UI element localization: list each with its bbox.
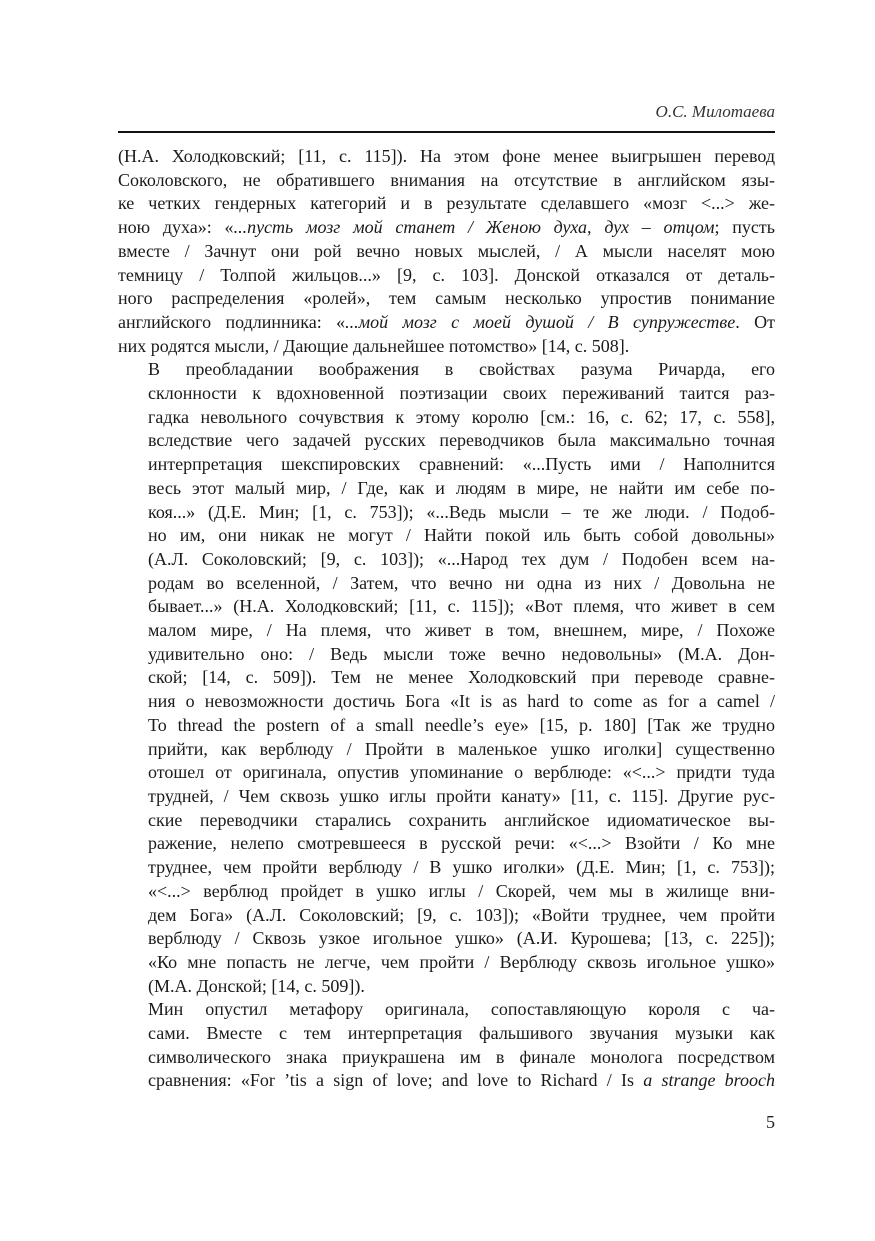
text-line: ною духа»: «...пусть мозг мой станет / Женою духа, дух – отцом; пусть	[118, 217, 775, 238]
text-line: ские переводчики старались сохранить английское идиоматическое вы-	[148, 809, 775, 830]
italic-quote: a strange brooch	[643, 1070, 775, 1091]
text-line: Мин опустил метафору оригинала, сопоставляющую короля с ча-	[148, 999, 775, 1020]
text-line: гадка невольного сочувствия к этому королю [см.: 16, с. 62; 17, с. 558],	[148, 406, 775, 427]
paragraph-3	[118, 998, 775, 1093]
text-line: склонности к вдохновенной поэтизации своих переживаний таится раз-	[148, 383, 775, 404]
text-line: малом мире, / На племя, что живет в том, внешнем, мире, / Похоже	[148, 620, 775, 641]
text-line: интерпретация шекспировских сравнений: «...Пусть ими / Наполнится	[148, 454, 775, 475]
text-line: труднее, чем пройти верблюду / В ушко иголки» (Д.Е. Мин; [1, с. 753]);	[148, 857, 775, 878]
text-line: To thread the postern of a small needle’s eye» [15, p. 180] [Так же трудно	[148, 714, 775, 735]
italic-quote: ...мой мозг с моей душой / В супружестве	[345, 311, 736, 332]
text-line: отошел от оригинала, опустив упоминание о верблюде: «<...> придти туда	[148, 762, 775, 783]
text-line: сами. Вместе с тем интерпретация фальшивого звучания музыки как	[148, 1023, 775, 1044]
text-line: (Н.А. Холодковский; [11, с. 115]). На этом фоне менее выигрышен перевод	[118, 146, 775, 166]
text-line: вследствие чего задачей русских переводчиков была максимально точная	[148, 430, 775, 451]
paragraph-1	[118, 145, 775, 358]
text-line: дем Бога» (А.Л. Соколовский; [9, с. 103]); «Войти труднее, чем пройти	[148, 904, 775, 925]
text-line: них родятся мысли, / Дающие дальнейшее потомство» [14, с. 508].	[118, 335, 630, 356]
text-line: Соколовского, не обратившего внимания на отсутствие в английском язы-	[118, 169, 775, 190]
page-number: 5	[766, 1112, 775, 1132]
text-line: прийти, как верблюду / Пройти в маленькое ушко иголки] существенно	[148, 738, 775, 759]
text-line: верблюду / Сквозь узкое игольное ушко» (А.И. Курошева; [13, с. 225]);	[148, 928, 775, 949]
text-line: символического знака приукрашена им в финале монолога посредством	[148, 1046, 775, 1067]
text-line: ке четких гендерных категорий и в результате сделавшего «мозг <...> же-	[118, 193, 775, 214]
text-line: но им, они никак не могут / Найти покой иль быть собой довольны»	[148, 525, 775, 546]
paragraph-2	[118, 358, 775, 998]
text-line: родам во вселенной, / Затем, что вечно ни одна из них / Довольна не	[148, 572, 775, 593]
text-line: вместе / Зачнут они рой вечно новых мыслей, / А мысли населят мою	[118, 240, 775, 261]
italic-quote: ...пусть мозг мой станет / Женою духа, дух – отцом	[233, 217, 715, 238]
text-line: темницу / Толпой жильцов...» [9, с. 103]. Донской отказался от деталь-	[118, 264, 775, 285]
text-line: (А.Л. Соколовский; [9, с. 103]); «...Народ тех дум / Подобен всем на-	[148, 548, 775, 569]
text-line: «<...> верблюд пройдет в ушко иглы / Скорей, чем мы в жилище вни-	[148, 880, 775, 901]
text-line: трудней, / Чем сквозь ушко иглы пройти канату» [11, с. 115]. Другие рус-	[148, 785, 775, 806]
text-line: удивительно оно: / Ведь мысли тоже вечно недовольны» (М.А. Дон-	[148, 643, 775, 664]
text-line: английского подлинника: «...мой мозг с моей душой / В супружестве. От	[118, 311, 776, 332]
text-line: ного распределения «ролей», тем самым несколько упростив понимание	[118, 288, 775, 309]
text-line: ния о невозможности достичь Бога «It is as hard to come as for a camel /	[148, 691, 775, 712]
text-line: «Ко мне попасть не легче, чем пройти / Верблюду сквозь игольное ушко»	[148, 951, 775, 972]
text-line: В преобладании воображения в свойствах разума Ричарда, его	[148, 359, 775, 380]
body-text	[118, 145, 775, 1093]
text-line: ражение, нелепо смотревшееся в русской речи: «<...> Взойти / Ко мне	[148, 833, 775, 854]
text-line: ской; [14, с. 509]). Тем не менее Холодковский при переводе сравне-	[148, 667, 775, 688]
text-line: сравнения: «For ’tis a sign of love; and love to Richard / Is a strange brooch	[148, 1070, 775, 1091]
text-line: весь этот малый мир, / Где, как и людям в мире, не найти им себе по-	[148, 477, 775, 498]
text-line: коя...» (Д.Е. Мин; [1, с. 753]); «...Ведь мысли – те же люди. / Подоб-	[148, 501, 775, 522]
text-line: бывает...» (Н.А. Холодковский; [11, с. 115]); «Вот племя, что живет в сем	[148, 596, 775, 617]
running-head: О.С. Милотаева	[655, 102, 775, 121]
header-rule	[118, 131, 775, 133]
text-line: (М.А. Донской; [14, с. 509]).	[148, 975, 365, 996]
